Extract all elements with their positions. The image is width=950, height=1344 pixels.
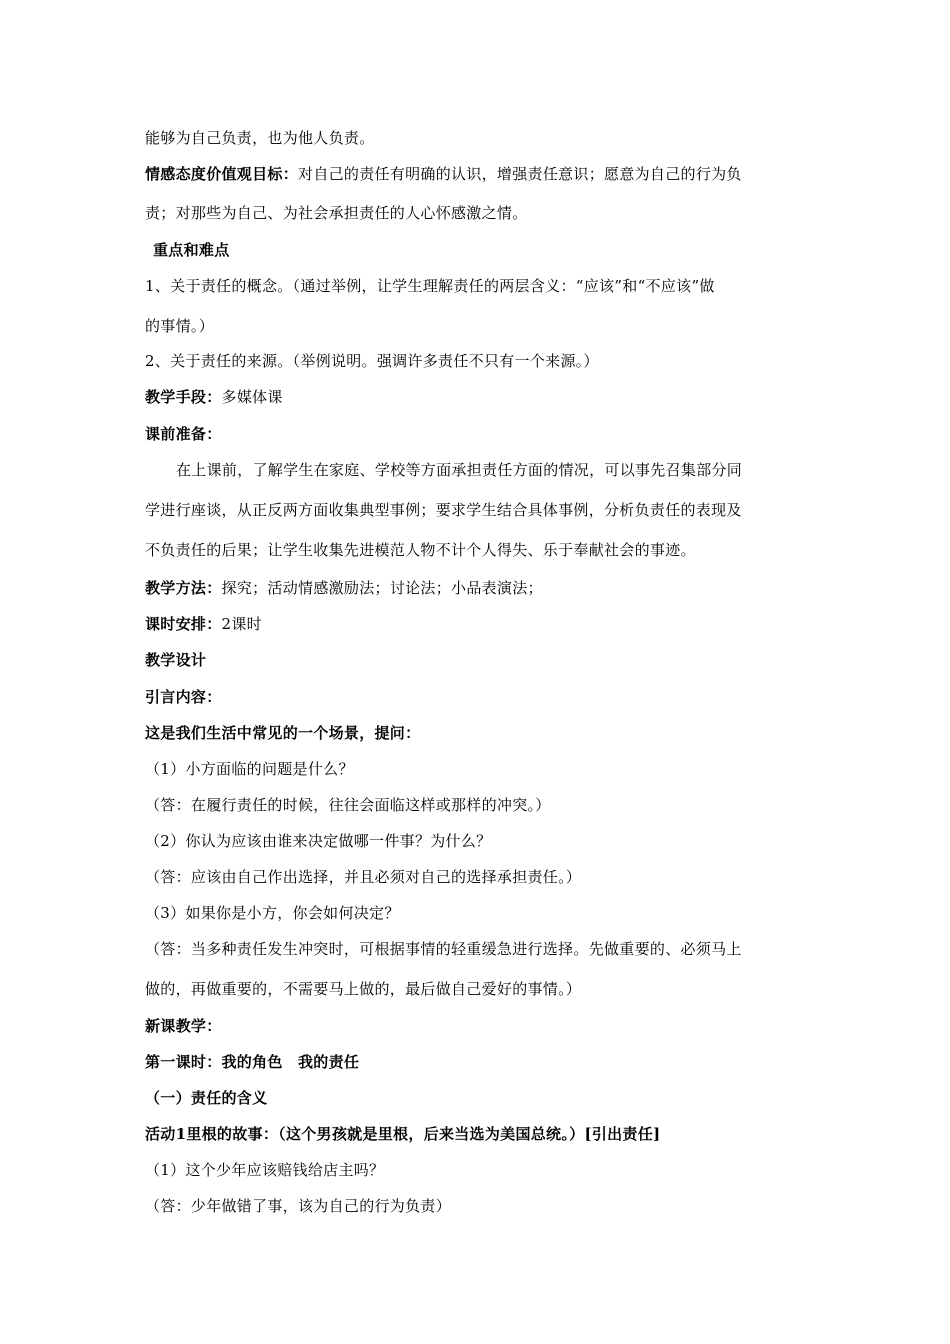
line-text: 2、关于责任的来源。（举例说明。强调许多责任不只有一个来源。） bbox=[145, 352, 599, 370]
text-line bbox=[145, 1160, 815, 1180]
line-text: （答：在履行责任的时候，往往会面临这样或那样的冲突。） bbox=[145, 796, 551, 814]
section-heading bbox=[145, 723, 815, 743]
heading-text: 引言内容： bbox=[145, 688, 222, 706]
text-line bbox=[145, 351, 815, 371]
text-line bbox=[145, 128, 815, 148]
text-line bbox=[145, 540, 815, 560]
line-text: （3）如果你是小方，你会如何决定？ bbox=[145, 904, 400, 922]
text-line bbox=[145, 578, 815, 598]
line-text: （1）小方面临的问题是什么？ bbox=[145, 760, 354, 778]
text-line bbox=[145, 316, 815, 336]
text-line bbox=[145, 387, 815, 407]
text-line bbox=[145, 1196, 815, 1216]
text-line bbox=[145, 759, 815, 779]
text-line bbox=[176, 460, 846, 480]
line-label: 教学方法： bbox=[145, 579, 222, 597]
line-label: 教学手段： bbox=[145, 388, 222, 406]
line-text: 不负责任的后果；让学生收集先进模范人物不计个人得失、乐于奉献社会的事迹。 bbox=[145, 541, 696, 559]
section-heading bbox=[145, 1052, 815, 1072]
text-line bbox=[145, 903, 815, 923]
heading-text: 课前准备： bbox=[145, 425, 222, 443]
section-heading bbox=[145, 650, 815, 670]
heading-text: 活动1里根的故事：（这个男孩就是里根，后来当选为美国总统。）[引出责任] bbox=[145, 1125, 661, 1143]
line-text: （答：当多种责任发生冲突时，可根据事情的轻重缓急进行选择。先做重要的、必须马上 bbox=[145, 940, 742, 958]
text-line bbox=[145, 939, 815, 959]
line-label: 课时安排： bbox=[145, 615, 222, 633]
line-text: 责；对那些为自己、为社会承担责任的人心怀感激之情。 bbox=[145, 204, 528, 222]
text-line bbox=[145, 164, 815, 184]
line-text: 2课时 bbox=[221, 615, 262, 633]
line-text: （答：应该由自己作出选择，并且必须对自己的选择承担责任。） bbox=[145, 868, 582, 886]
section-heading bbox=[145, 424, 815, 444]
heading-text: 这是我们生活中常见的一个场景，提问： bbox=[145, 724, 421, 742]
line-text: 1、关于责任的概念。（通过举例，让学生理解责任的两层含义：“应该”和“不应该”做 bbox=[145, 277, 715, 295]
text-line bbox=[145, 867, 815, 887]
section-heading bbox=[145, 1088, 815, 1108]
section-heading bbox=[145, 687, 815, 707]
line-text: 的事情。） bbox=[145, 317, 215, 335]
heading-text: 新课教学： bbox=[145, 1017, 222, 1035]
line-text: 探究；活动情感激励法；讨论法；小品表演法； bbox=[221, 579, 543, 597]
text-line bbox=[145, 500, 815, 520]
line-text: 在上课前，了解学生在家庭、学校等方面承担责任方面的情况，可以事先召集部分同 bbox=[176, 461, 743, 479]
line-text: 能够为自己负责，也为他人负责。 bbox=[145, 129, 375, 147]
line-text: （2）你认为应该由谁来决定做哪一件事？为什么？ bbox=[145, 832, 492, 850]
line-label: 情感态度价值观目标： bbox=[145, 165, 299, 183]
line-text: 学进行座谈，从正反两方面收集典型事例；要求学生结合具体事例，分析负责任的表现及 bbox=[145, 501, 742, 519]
section-heading bbox=[145, 1016, 815, 1036]
text-line bbox=[145, 979, 815, 999]
text-line bbox=[145, 831, 815, 851]
section-heading bbox=[145, 1124, 815, 1144]
line-text: 做的，再做重要的，不需要马上做的，最后做自己爱好的事情。） bbox=[145, 980, 582, 998]
text-line bbox=[145, 276, 815, 296]
line-text: （1）这个少年应该赔钱给店主吗？ bbox=[145, 1161, 385, 1179]
heading-text: （一）责任的含义 bbox=[145, 1089, 268, 1107]
heading-text: 重点和难点 bbox=[153, 241, 230, 259]
heading-text: 第一课时：我的角色 我的责任 bbox=[145, 1053, 360, 1071]
text-line bbox=[145, 614, 815, 634]
heading-text: 教学设计 bbox=[145, 651, 207, 669]
line-text: 多媒体课 bbox=[221, 388, 283, 406]
line-text: （答：少年做错了事，该为自己的行为负责） bbox=[145, 1197, 452, 1215]
text-line bbox=[145, 203, 815, 223]
text-line bbox=[145, 795, 815, 815]
line-text: 对自己的责任有明确的认识，增强责任意识；愿意为自己的行为负 bbox=[298, 165, 742, 183]
section-heading bbox=[153, 240, 823, 260]
